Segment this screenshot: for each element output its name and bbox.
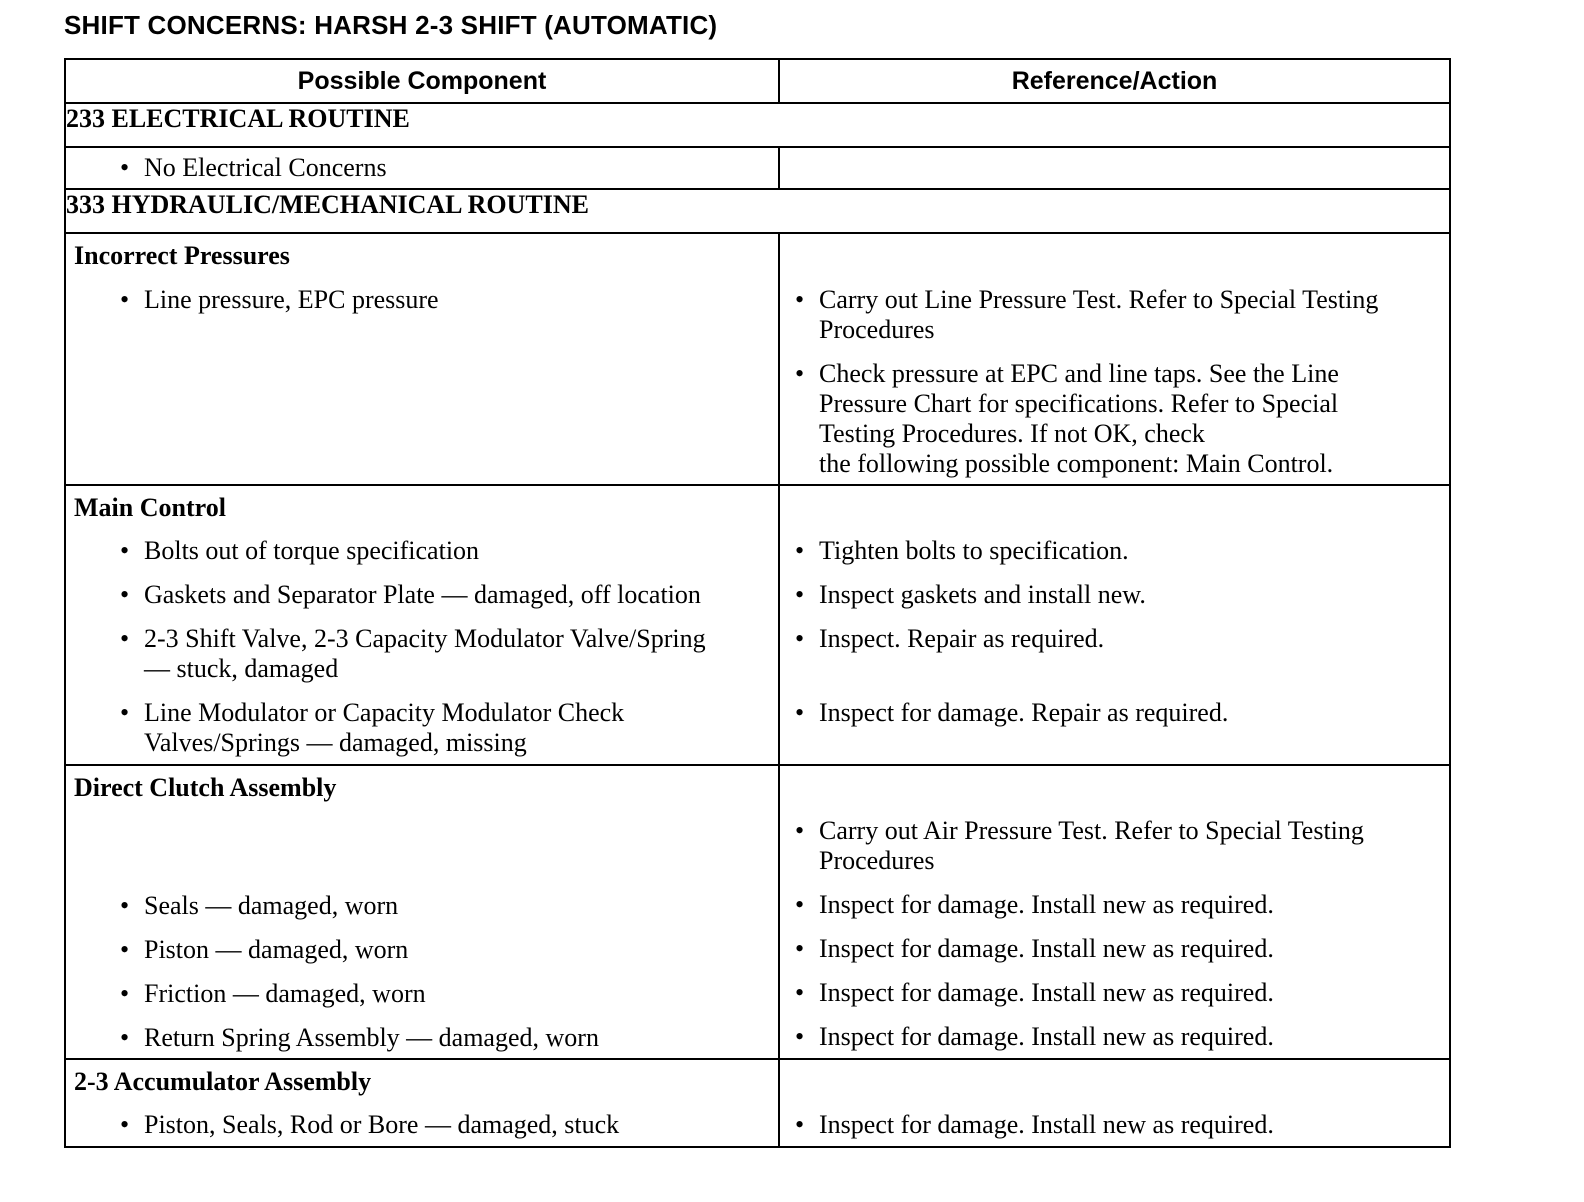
group-row-direct-clutch bbox=[65, 765, 1450, 1059]
component-item: • Line Modulator or Capacity Modulator Check Valves/Springs — damaged, missing bbox=[120, 698, 625, 757]
component-item: • Gaskets and Separator Plate — damaged, off location bbox=[120, 580, 701, 609]
section-label: 233 ELECTRICAL ROUTINE bbox=[65, 103, 1450, 147]
component-item: • Piston, Seals, Rod or Bore — damaged, stuck bbox=[120, 1110, 620, 1139]
action-item: • Inspect for damage. Repair as required. bbox=[795, 698, 1229, 727]
action-item: • Inspect for damage. Install new as required. bbox=[795, 978, 1274, 1007]
table-row bbox=[65, 147, 1450, 189]
component-item: • Line pressure, EPC pressure bbox=[120, 285, 439, 314]
component-item: • No Electrical Concerns bbox=[120, 153, 387, 182]
action-item: • Carry out Line Pressure Test. Refer to Special Testing Procedures bbox=[795, 285, 1379, 344]
group-title: 2-3 Accumulator Assembly bbox=[74, 1067, 372, 1096]
group-title: Direct Clutch Assembly bbox=[74, 773, 337, 802]
component-item: • Return Spring Assembly — damaged, worn bbox=[120, 1023, 599, 1052]
header-row bbox=[65, 59, 1450, 103]
header-possible-component: Possible Component bbox=[65, 59, 779, 103]
group-row-main-control bbox=[65, 485, 1450, 765]
group-title: Main Control bbox=[74, 493, 226, 522]
component-item: • Seals — damaged, worn bbox=[120, 891, 399, 920]
action-item: • Check pressure at EPC and line taps. See the Line Pressure Chart for specifications. Refer to Special Testing Procedures. If not OK, check the following possible component: Main Control. bbox=[795, 359, 1339, 478]
diagnosis-table bbox=[64, 58, 1451, 1148]
section-row-hydraulic bbox=[65, 189, 1450, 233]
section-label: 333 HYDRAULIC/MECHANICAL ROUTINE bbox=[65, 189, 1450, 233]
group-row-accumulator bbox=[65, 1059, 1450, 1147]
section-row-electrical bbox=[65, 103, 1450, 147]
action-item: • Inspect for damage. Install new as required. bbox=[795, 1022, 1274, 1051]
action-cell-empty bbox=[779, 147, 1450, 189]
component-item: • Piston — damaged, worn bbox=[120, 935, 409, 964]
component-item: • 2-3 Shift Valve, 2-3 Capacity Modulator Valve/Spring — stuck, damaged bbox=[120, 624, 706, 683]
group-title: Incorrect Pressures bbox=[74, 241, 290, 270]
action-item: • Inspect for damage. Install new as required. bbox=[795, 934, 1274, 963]
page-title: SHIFT CONCERNS: HARSH 2-3 SHIFT (AUTOMATIC) bbox=[64, 10, 718, 40]
action-item: • Tighten bolts to specification. bbox=[795, 536, 1129, 565]
component-item: • Bolts out of torque specification bbox=[120, 536, 480, 565]
component-item: • Friction — damaged, worn bbox=[120, 979, 426, 1008]
header-reference-action: Reference/Action bbox=[779, 59, 1450, 103]
action-item: • Inspect for damage. Install new as required. bbox=[795, 890, 1274, 919]
action-item: • Carry out Air Pressure Test. Refer to Special Testing Procedures bbox=[795, 816, 1364, 875]
action-item: • Inspect. Repair as required. bbox=[795, 624, 1105, 653]
action-item: • Inspect gaskets and install new. bbox=[795, 580, 1146, 609]
group-row-incorrect-pressures bbox=[65, 233, 1450, 485]
action-item: • Inspect for damage. Install new as required. bbox=[795, 1110, 1274, 1139]
